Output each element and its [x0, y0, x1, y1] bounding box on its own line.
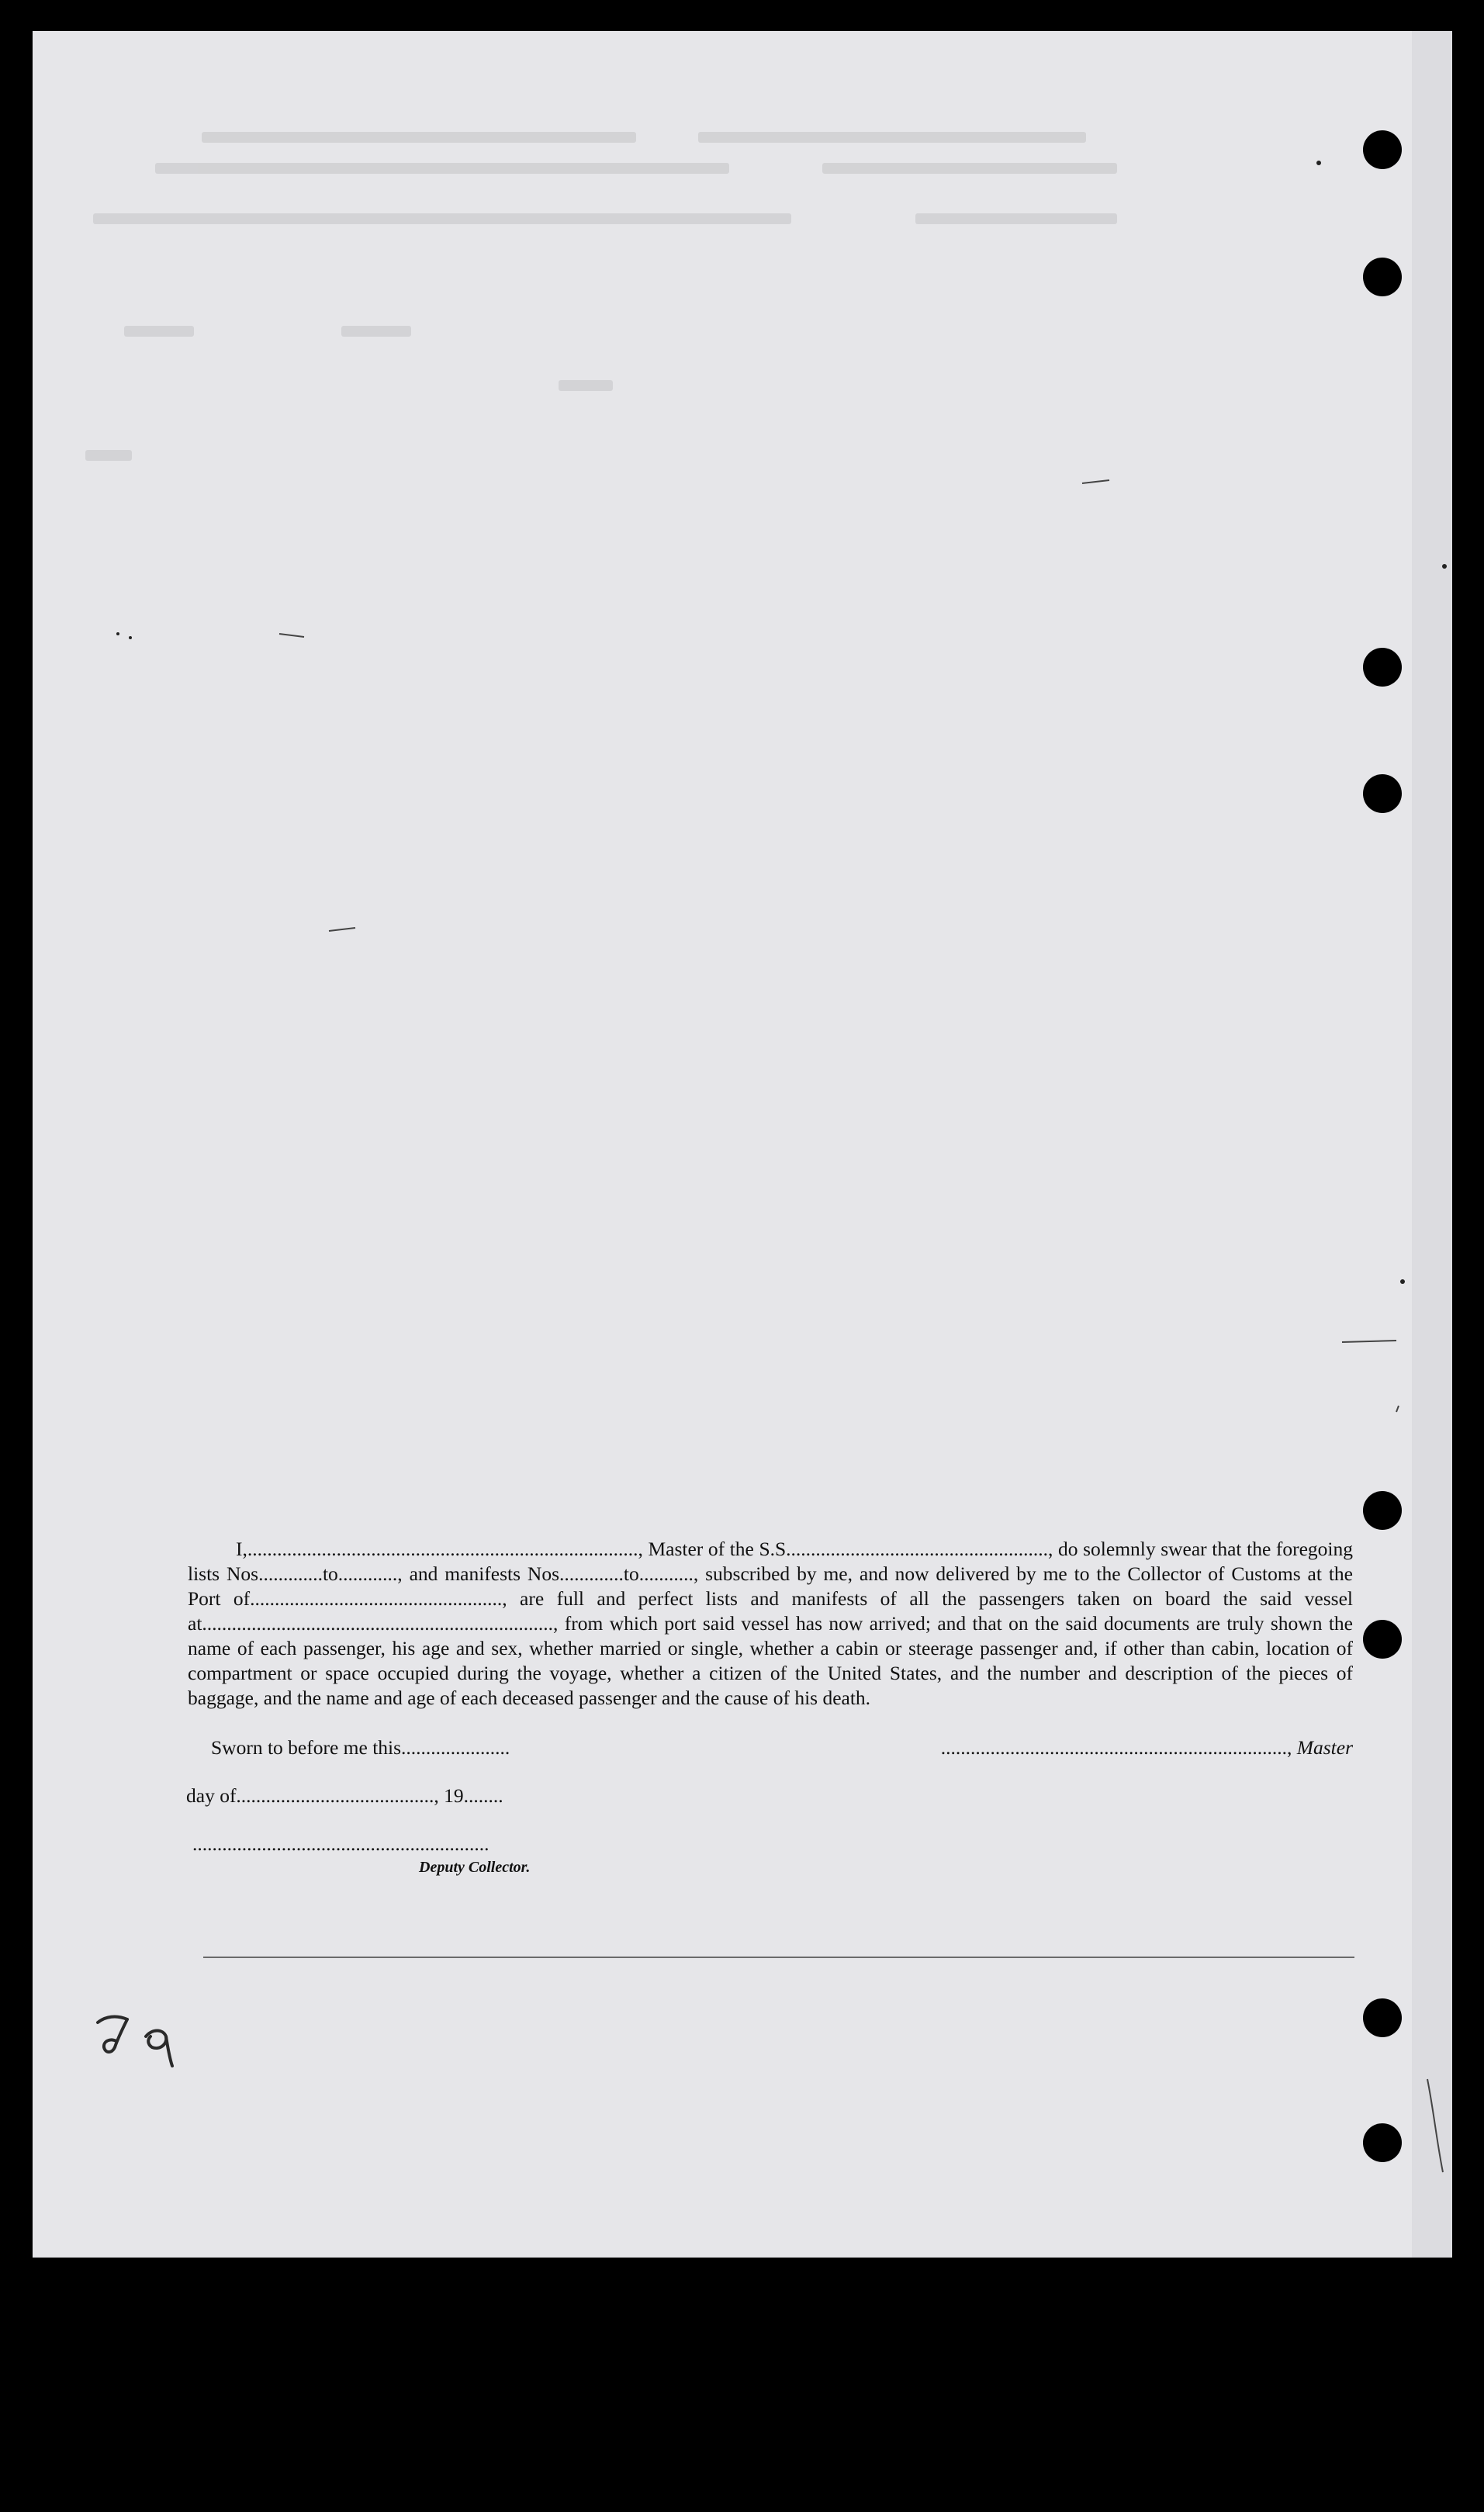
bleed-through-text — [62, 78, 1303, 481]
deputy-collector-label: Deputy Collector. — [419, 1859, 531, 1876]
master-oath-paragraph: I,..............................................................................., Master of the S.S....................................................., do solemnly swear that the foregoing lists Nos.............to............, and manifests Nos.............to..........., subscribed by me, and now delivered by me to the Collector of Customs at the Port of..................................................., are full and perfect lists and manifests of all the passengers taken on board the said vessel at......................................................................., from which port said vessel has now arrived; and that on the said documents are truly shown the name of each passenger, his age and sex, whether married or single, whether a cabin or steerage passenger and, if other than cabin, location of compartment or space occupied during the voyage, whether a citizen of the United States, and the number and description of the pieces of baggage, and the name and age of each deceased passenger and the cause of his death. — [188, 1537, 1353, 1709]
punch-hole — [1363, 1998, 1402, 2037]
master-signature-dots: ......................................................................, — [940, 1736, 1292, 1759]
punch-hole — [1363, 258, 1402, 296]
handwritten-page-number — [92, 2005, 185, 2075]
punch-hole — [1363, 648, 1402, 687]
day-of-line: day of........................................, 19........ — [186, 1784, 503, 1807]
horizontal-rule — [203, 1957, 1354, 1958]
master-signature-line — [941, 1736, 1353, 1759]
punch-hole — [1363, 1491, 1402, 1530]
punch-hole — [1363, 2123, 1402, 2162]
deputy-signature-dots: ............................................................ — [192, 1832, 489, 1855]
punch-hole — [1363, 774, 1402, 813]
punch-hole — [1363, 1620, 1402, 1659]
punch-hole — [1363, 130, 1402, 169]
sworn-line: Sworn to before me this...................... — [211, 1736, 510, 1759]
paper-right-edge — [1412, 31, 1452, 2258]
master-label: Master — [1296, 1736, 1353, 1759]
